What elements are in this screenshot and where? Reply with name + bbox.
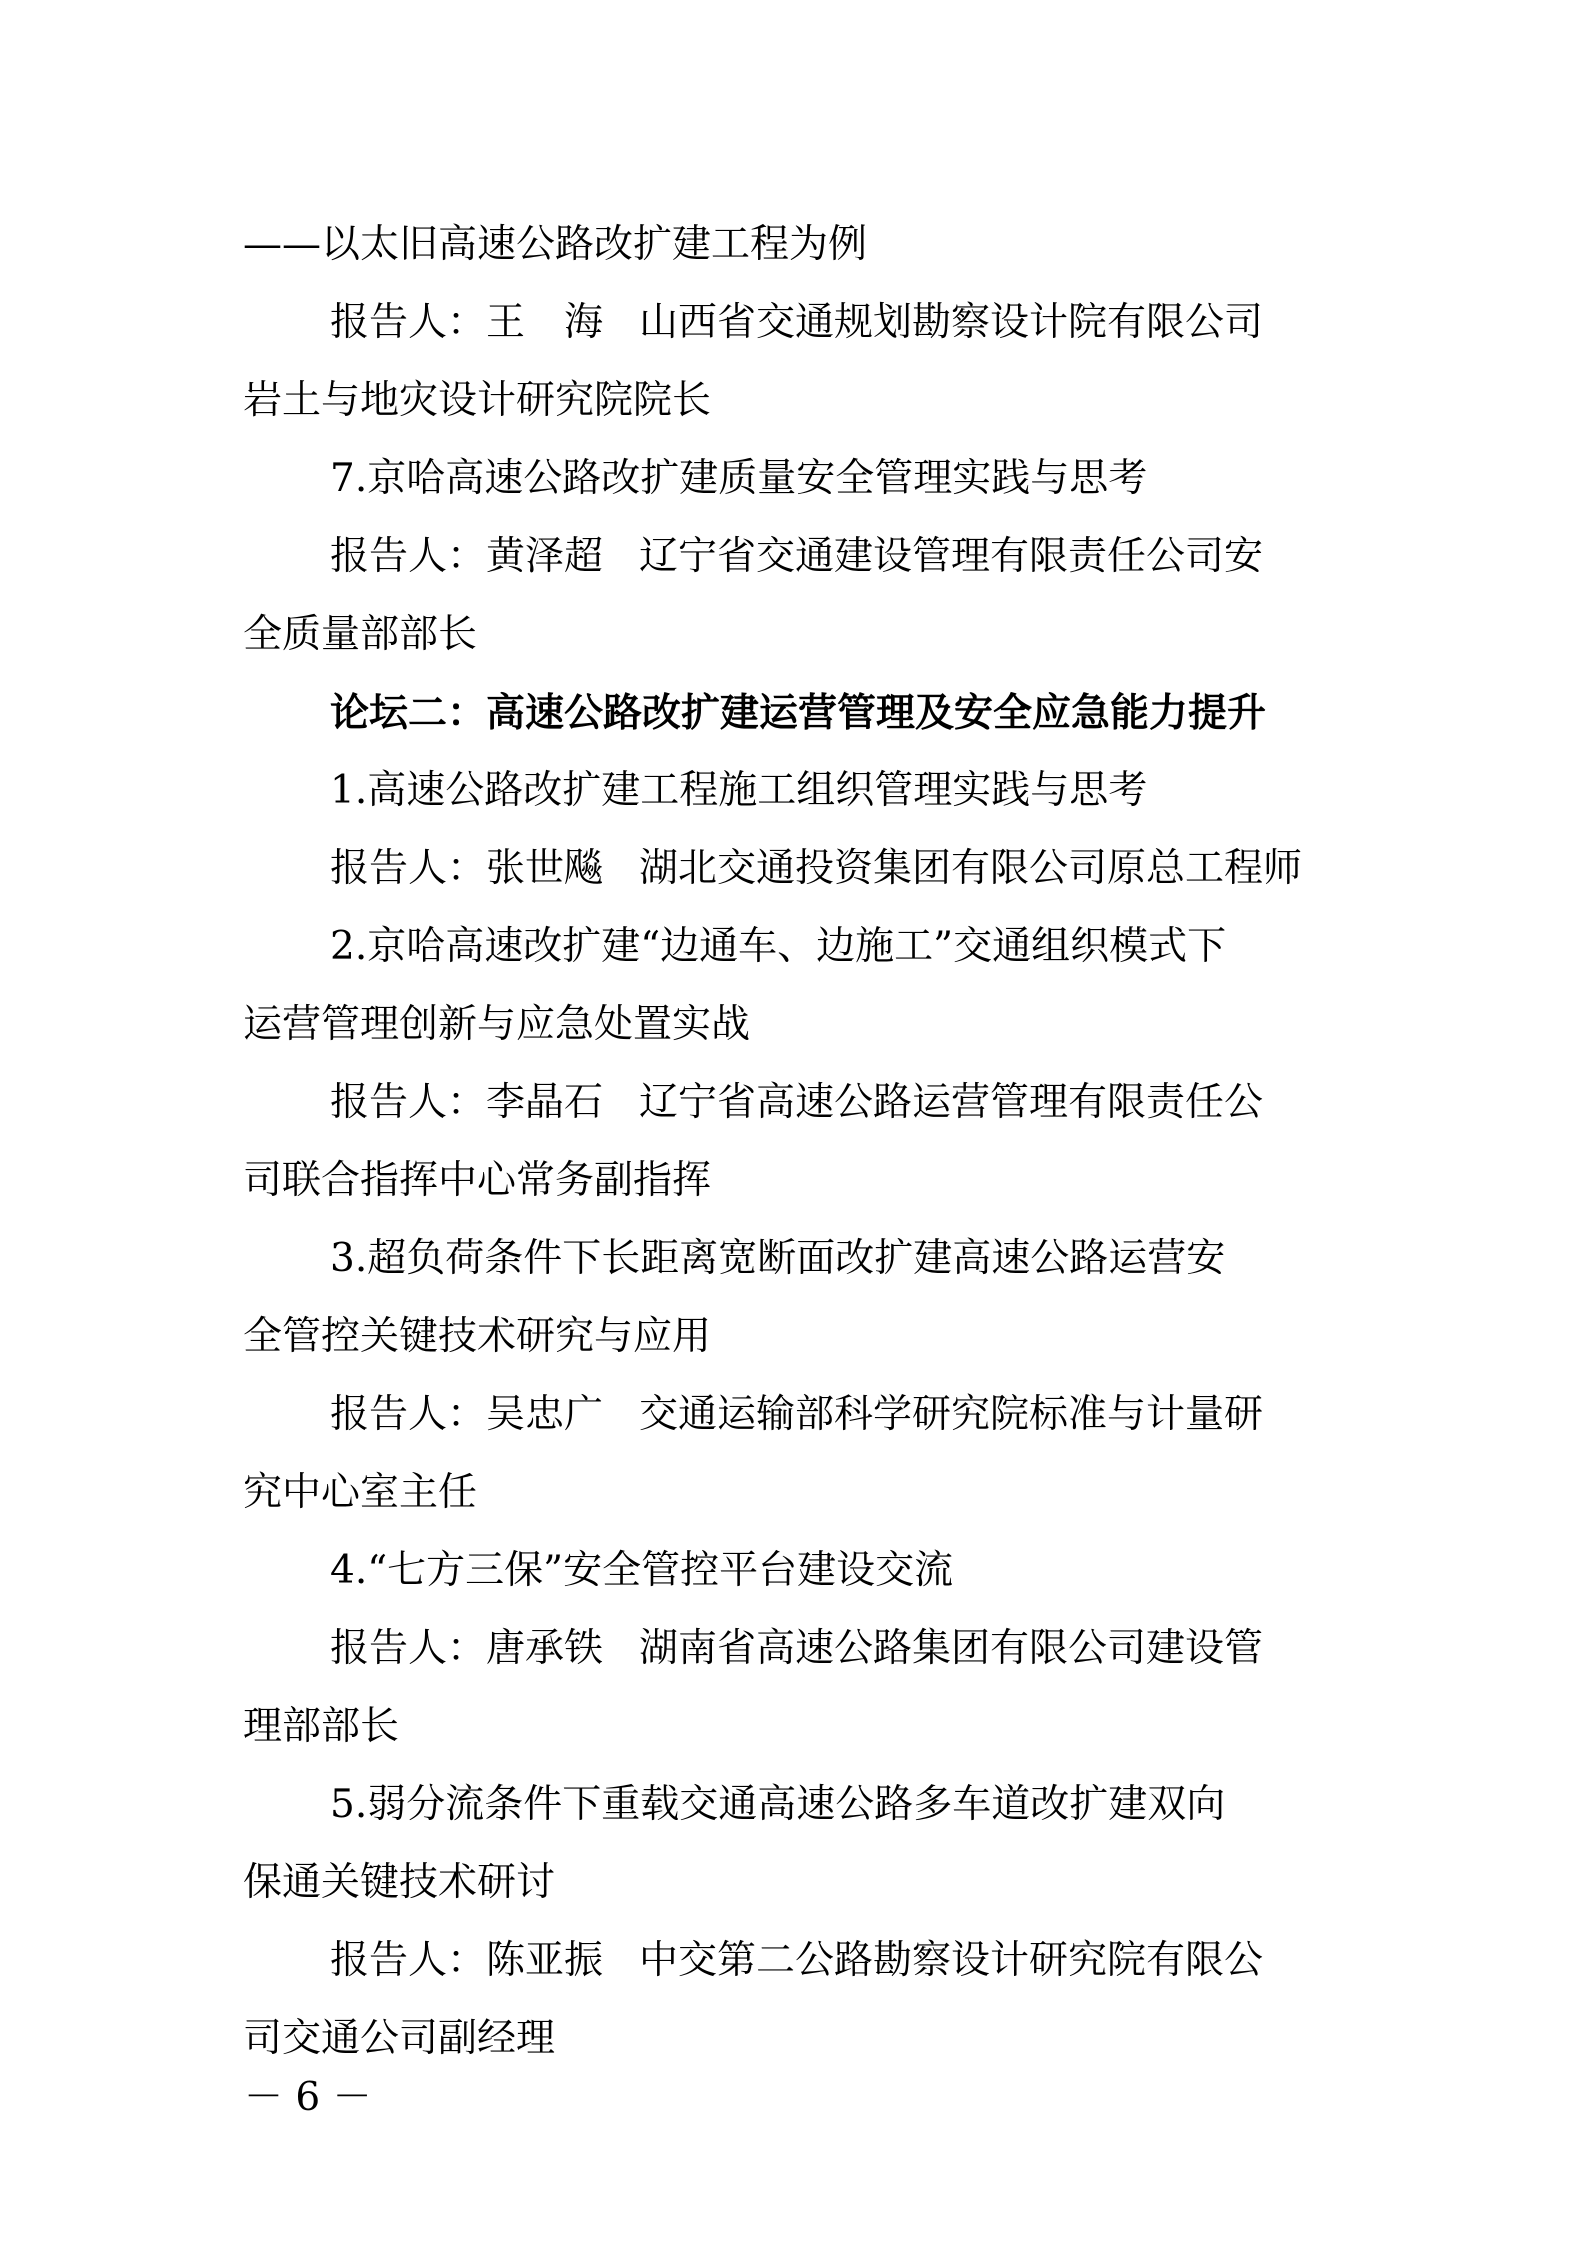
continuation-line xyxy=(243,1298,1355,1376)
reporter-name: 唐承铁 xyxy=(486,1626,604,1671)
line-text: 运营管理创新与应急处置实战 xyxy=(243,1002,751,1047)
line-text: 2.京哈高速改扩建“边通车、边施工”交通组织模式下 xyxy=(330,924,1227,969)
continuation-line xyxy=(243,1688,1355,1766)
reporter-prefix: 报告人： xyxy=(330,300,487,345)
reporter-prefix: 报告人： xyxy=(330,534,487,579)
topic-line xyxy=(243,440,1355,518)
reporter-prefix: 报告人： xyxy=(330,1392,487,1437)
reporter-affiliation: 山西省交通规划勘察设计院有限公司 xyxy=(639,300,1264,345)
topic-line xyxy=(243,752,1355,830)
reporter-affiliation: 交通运输部科学研究院标准与计量研 xyxy=(639,1392,1264,1437)
line-text: 1.高速公路改扩建工程施工组织管理实践与思考 xyxy=(330,768,1148,813)
line-text: 司联合指挥中心常务副指挥 xyxy=(243,1158,712,1203)
line-text: 4.“七方三保”安全管控平台建设交流 xyxy=(330,1548,954,1593)
line-text: 保通关键技术研讨 xyxy=(243,1860,556,1905)
line-text: 7.京哈高速公路改扩建质量安全管理实践与思考 xyxy=(330,456,1148,501)
line-text: 究中心室主任 xyxy=(243,1470,478,1515)
topic-line xyxy=(243,1766,1355,1844)
reporter-prefix: 报告人： xyxy=(330,1626,487,1671)
page-number: － 6 － xyxy=(244,2075,372,2120)
line-text: ——以太旧高速公路改扩建工程为例 xyxy=(243,222,868,267)
line-text: 论坛二：高速公路改扩建运营管理及安全应急能力提升 xyxy=(330,690,1267,736)
continuation-line xyxy=(243,596,1355,674)
topic-line xyxy=(243,1532,1355,1610)
reporter-name: 陈亚振 xyxy=(486,1938,604,1983)
reporter-name: 张世飚 xyxy=(486,846,604,891)
reporter-line xyxy=(243,284,1355,362)
reporter-affiliation: 辽宁省交通建设管理有限责任公司安 xyxy=(639,534,1264,579)
document-body xyxy=(243,206,1355,2078)
reporter-name: 王 海 xyxy=(486,300,604,345)
reporter-line xyxy=(243,830,1355,908)
reporter-name: 黄泽超 xyxy=(486,534,604,579)
reporter-affiliation: 中交第二公路勘察设计研究院有限公 xyxy=(639,1938,1264,1983)
reporter-name: 李晶石 xyxy=(486,1080,604,1125)
subtitle-line xyxy=(243,206,1355,284)
reporter-line xyxy=(243,1610,1355,1688)
continuation-line xyxy=(243,1844,1355,1922)
line-text: 理部部长 xyxy=(243,1704,400,1749)
reporter-prefix: 报告人： xyxy=(330,1938,487,1983)
line-text: 5.弱分流条件下重载交通高速公路多车道改扩建双向 xyxy=(330,1782,1226,1827)
continuation-line xyxy=(243,1142,1355,1220)
reporter-affiliation: 湖北交通投资集团有限公司原总工程师 xyxy=(639,846,1303,891)
topic-line xyxy=(243,1220,1355,1298)
reporter-line xyxy=(243,1064,1355,1142)
reporter-line xyxy=(243,1922,1355,2000)
reporter-line xyxy=(243,518,1355,596)
reporter-affiliation: 辽宁省高速公路运营管理有限责任公 xyxy=(639,1080,1264,1125)
line-text: 3.超负荷条件下长距离宽断面改扩建高速公路运营安 xyxy=(330,1236,1226,1281)
continuation-line xyxy=(243,362,1355,440)
line-text: 全管控关键技术研究与应用 xyxy=(243,1314,712,1359)
reporter-line xyxy=(243,1376,1355,1454)
reporter-affiliation: 湖南省高速公路集团有限公司建设管 xyxy=(639,1626,1264,1671)
line-text: 岩土与地灾设计研究院院长 xyxy=(243,378,712,423)
topic-line xyxy=(243,908,1355,986)
forum-heading xyxy=(243,674,1355,752)
reporter-prefix: 报告人： xyxy=(330,846,487,891)
reporter-name: 吴忠广 xyxy=(486,1392,604,1437)
continuation-line xyxy=(243,986,1355,1064)
continuation-line xyxy=(243,1454,1355,1532)
line-text: 司交通公司副经理 xyxy=(243,2016,556,2061)
line-text: 全质量部部长 xyxy=(243,612,478,657)
reporter-prefix: 报告人： xyxy=(330,1080,487,1125)
continuation-line xyxy=(243,2000,1355,2078)
